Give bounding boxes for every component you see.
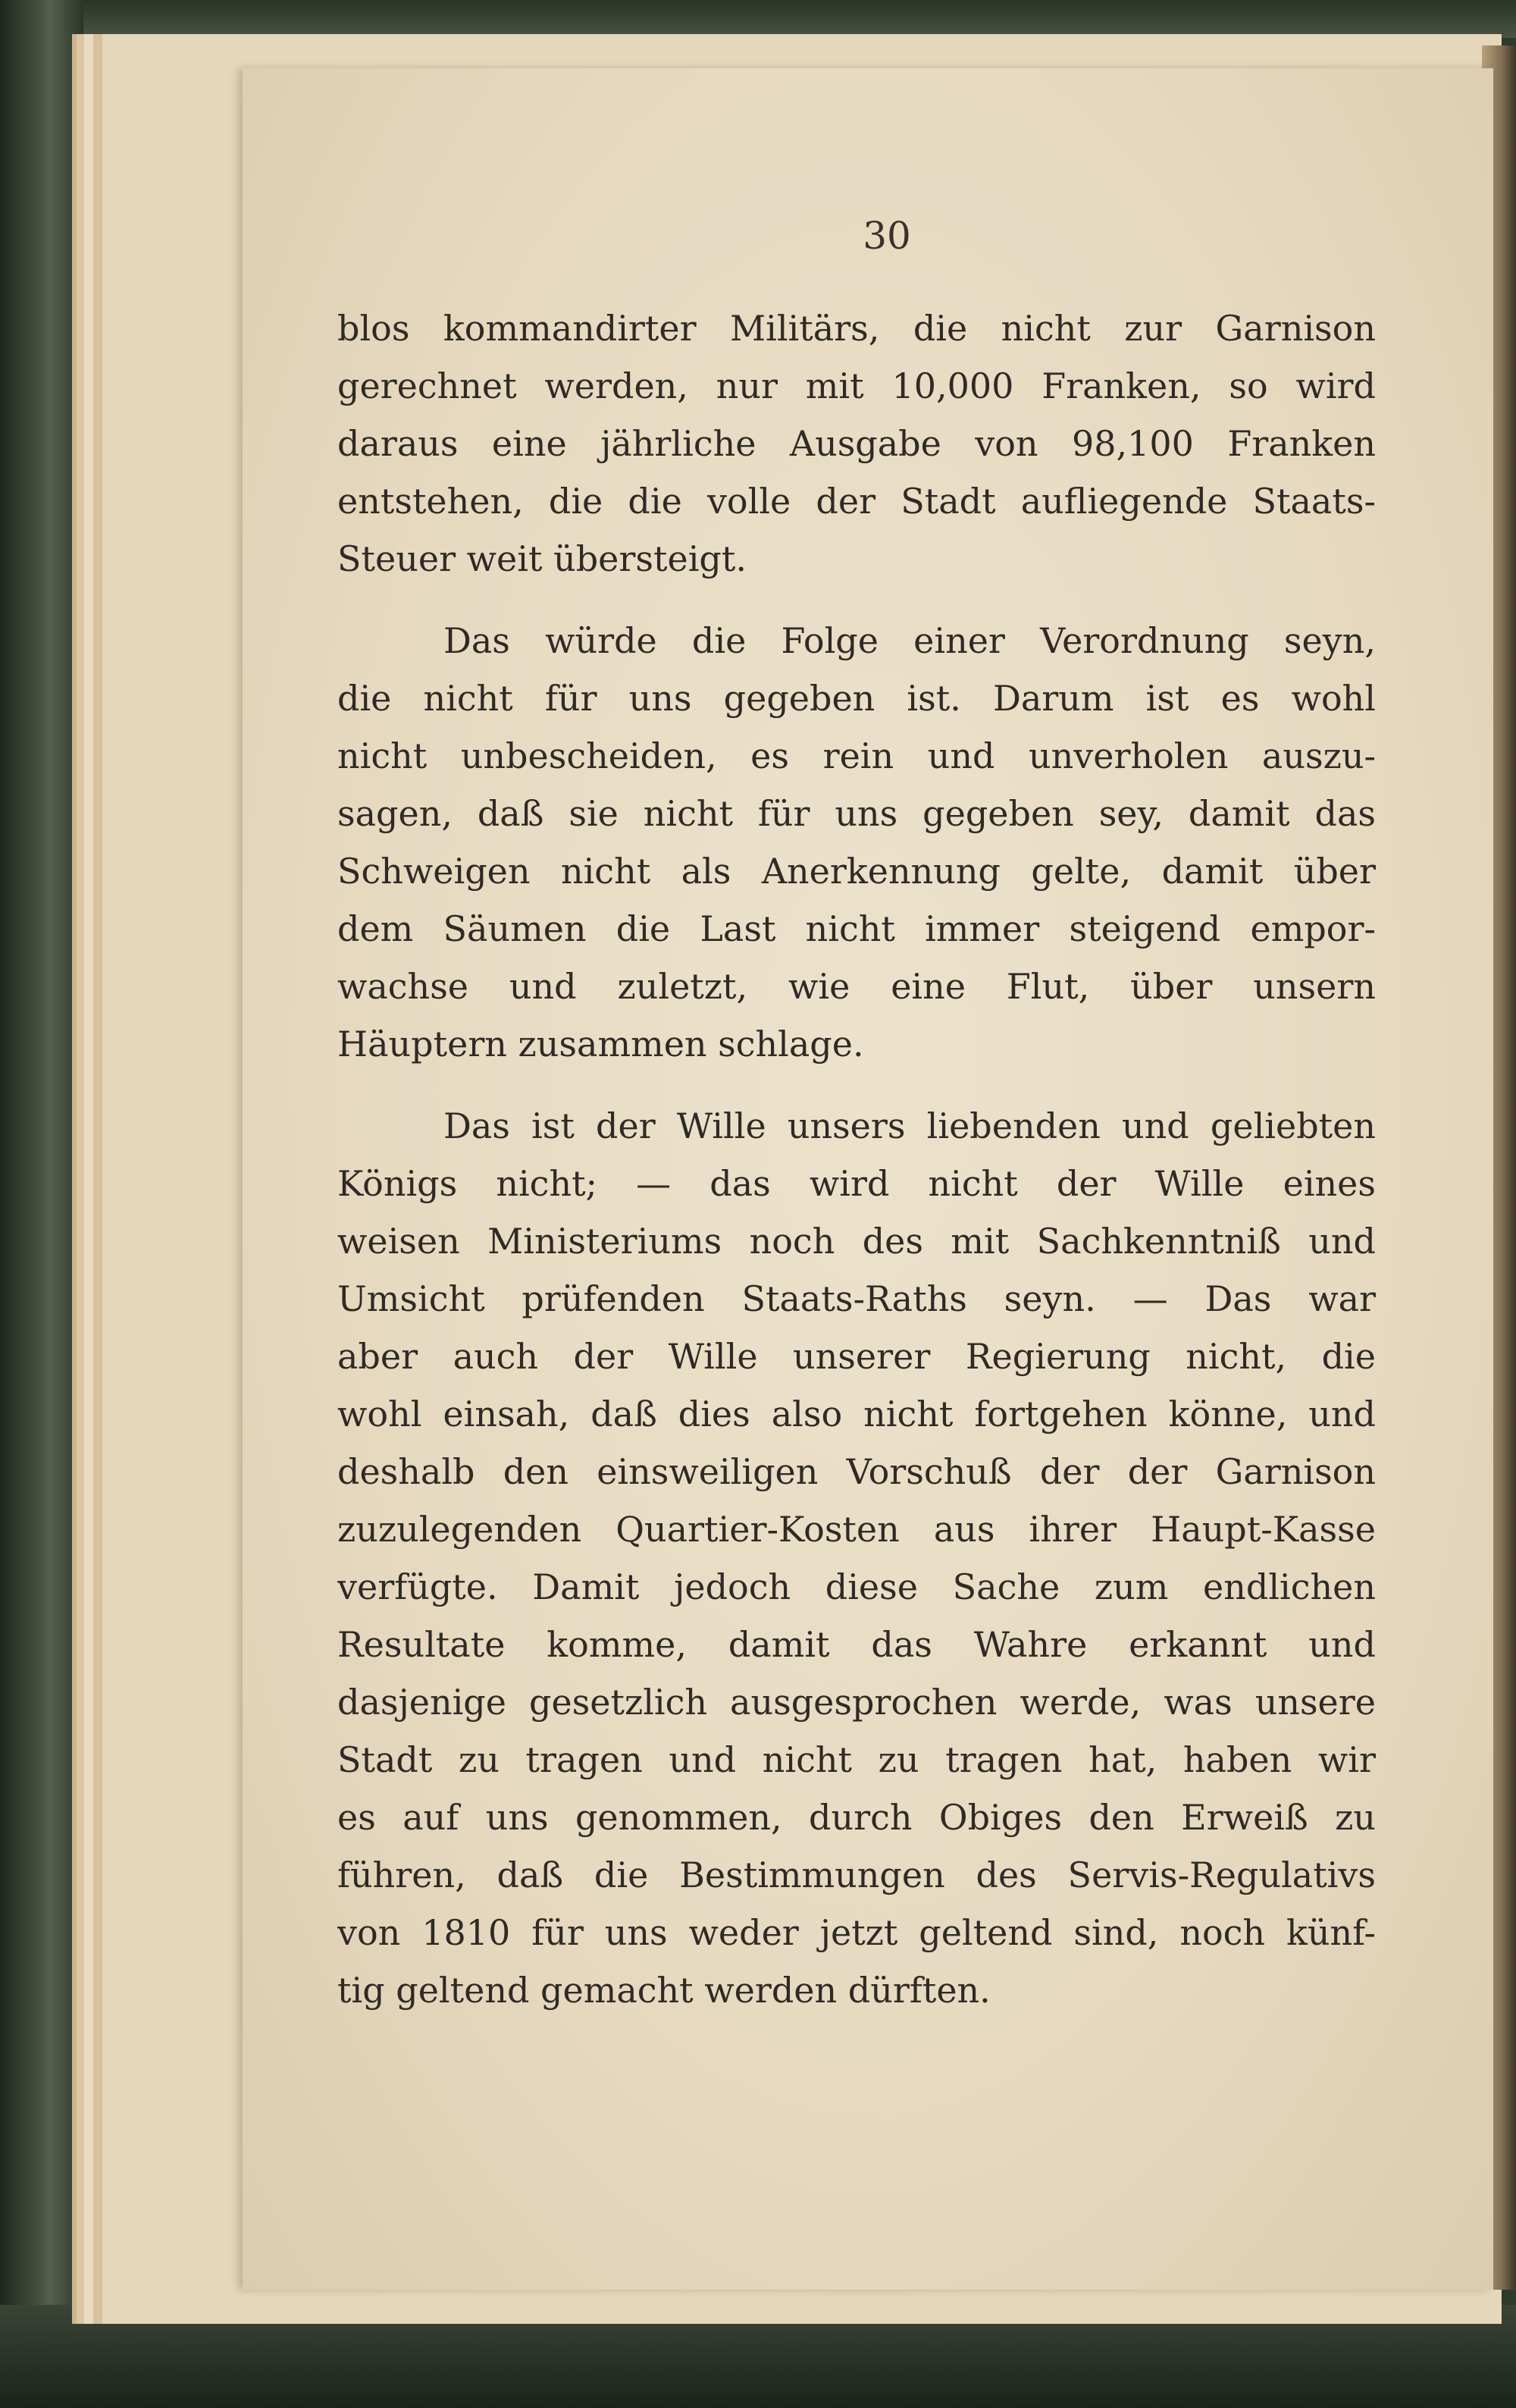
paragraph-2 [337, 612, 1376, 1073]
text-line: zuzulegenden Quartier-Kosten aus ihrer Haupt-Kasse [337, 1509, 1376, 1550]
text-line: deshalb den einsweiligen Vorschuß der der Garnison [337, 1451, 1376, 1492]
text-line: Schweigen nicht als Anerkennung gelte, damit über [337, 851, 1376, 892]
text-line: Resultate komme, damit das Wahre erkannt und [337, 1624, 1376, 1665]
text-line: es auf uns genommen, durch Obiges den Erweiß zu [337, 1797, 1376, 1838]
body-text [337, 299, 1376, 2019]
text-line: Das ist der Wille unsers liebenden und geliebten [443, 1105, 1376, 1146]
text-line: weisen Ministeriums noch des mit Sachkenntniß und [337, 1221, 1376, 1262]
text-line: gerechnet werden, nur mit 10,000 Franken, so wird [337, 365, 1376, 406]
text-line: Königs nicht; — das wird nicht der Wille eines [337, 1163, 1376, 1204]
text-line: sagen, daß sie nicht für uns gegeben sey, damit das [337, 793, 1376, 834]
text-line: führen, daß die Bestimmungen des Servis-Regulativs [337, 1855, 1376, 1895]
book-cover-left [0, 0, 83, 2408]
text-line: wohl einsah, daß dies also nicht fortgehen könne, und [337, 1394, 1376, 1434]
text-line: wachse und zuletzt, wie eine Flut, über unsern [337, 966, 1376, 1007]
book-cover-top [0, 0, 1516, 38]
text-line: dem Säumen die Last nicht immer steigend empor- [337, 908, 1376, 949]
text-line: dasjenige gesetzlich ausgesprochen werde, was unsere [337, 1682, 1376, 1723]
text-line: daraus eine jährliche Ausgabe von 98,100 Franken [337, 423, 1376, 464]
text-line: Steuer weit übersteigt. [337, 538, 747, 579]
text-line: blos kommandirter Militärs, die nicht zur Garnison [337, 308, 1376, 349]
text-line: die nicht für uns gegeben ist. Darum ist es wohl [337, 678, 1376, 719]
page-number: 30 [863, 214, 911, 258]
text-line: nicht unbescheiden, es rein und unverholen auszu- [337, 735, 1376, 776]
text-line: Häuptern zusammen schlage. [337, 1024, 864, 1064]
text-line: Das würde die Folge einer Verordnung seyn, [443, 620, 1376, 661]
paragraph-3 [337, 1097, 1376, 2019]
text-line: verfügte. Damit jedoch diese Sache zum endlichen [337, 1566, 1376, 1607]
text-line: Umsicht prüfenden Staats-Raths seyn. — Das war [337, 1278, 1376, 1319]
text-line: entstehen, die die volle der Stadt aufliegende Staats- [337, 481, 1376, 522]
text-line: von 1810 für uns weder jetzt geltend sind, noch künf- [337, 1912, 1376, 1953]
paragraph-1 [337, 299, 1376, 588]
text-line: Stadt zu tragen und nicht zu tragen hat, haben wir [337, 1739, 1376, 1780]
text-line: tig geltend gemacht werden dürften. [337, 1970, 991, 2011]
text-line: aber auch der Wille unserer Regierung nicht, die [337, 1336, 1376, 1377]
